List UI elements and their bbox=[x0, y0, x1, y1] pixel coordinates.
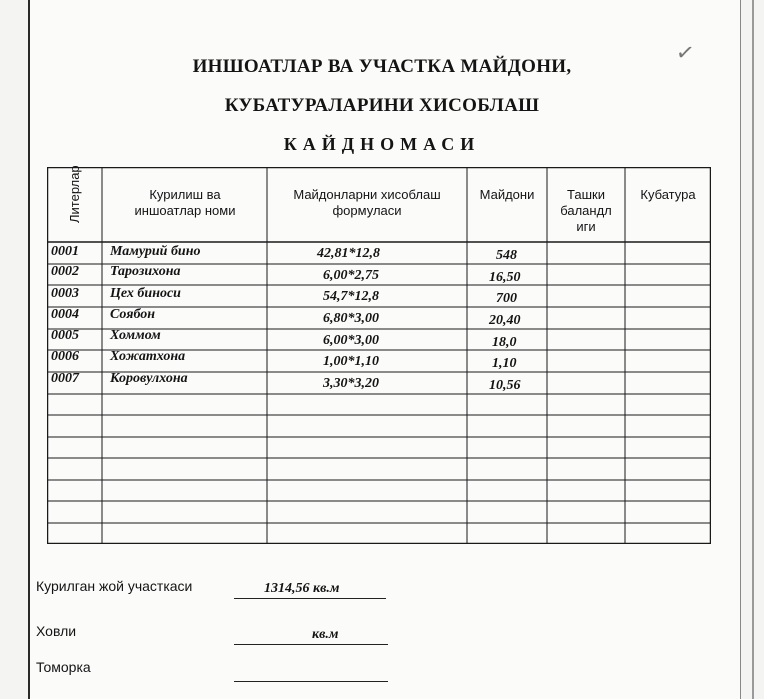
row-formula: 6,00*3,00 bbox=[323, 333, 379, 348]
row-formula: 3,30*3,20 bbox=[323, 376, 379, 391]
built-area-value: 1314,56 кв.м bbox=[264, 581, 340, 596]
row-literal: 0004 bbox=[51, 307, 79, 322]
row-name: Хоммом bbox=[110, 328, 161, 343]
row-formula: 6,80*3,00 bbox=[323, 311, 379, 326]
row-name: Тарозихона bbox=[110, 264, 181, 279]
built-area-label: Курилган жой участкаси bbox=[36, 578, 193, 594]
yard-value: кв.м bbox=[312, 627, 339, 642]
row-name: Цех биноси bbox=[110, 286, 181, 301]
row-formula: 54,7*12,8 bbox=[323, 289, 379, 304]
header-literal: Литерлар bbox=[67, 165, 82, 223]
header-height: Ташки баландл иги bbox=[560, 187, 612, 234]
header-formula: Майдонларни хисоблаш формуласи bbox=[293, 187, 441, 218]
row-formula: 42,81*12,8 bbox=[317, 246, 380, 261]
row-formula: 6,00*2,75 bbox=[323, 268, 379, 283]
header-name: Курилиш ва иншоатлар номи bbox=[134, 187, 236, 218]
yard-label: Ховли bbox=[36, 623, 77, 639]
calculation-table bbox=[47, 167, 711, 544]
row-literal: 0001 bbox=[51, 244, 79, 259]
row-literal: 0007 bbox=[51, 371, 79, 386]
garden-underline bbox=[234, 681, 388, 682]
garden-label: Томорка bbox=[36, 659, 91, 675]
row-area: 20,40 bbox=[489, 313, 521, 328]
row-area: 16,50 bbox=[489, 270, 521, 285]
row-literal: 0005 bbox=[51, 328, 79, 343]
row-name: Соябон bbox=[110, 307, 156, 322]
row-area: 10,56 bbox=[489, 378, 521, 393]
row-formula: 1,00*1,10 bbox=[323, 354, 379, 369]
row-literal: 0003 bbox=[51, 286, 79, 301]
row-area: 700 bbox=[496, 291, 517, 306]
built-area-underline bbox=[234, 598, 386, 599]
title-line-1: ИНШОАТЛАР ВА УЧАСТКА МАЙДОНИ, bbox=[192, 56, 572, 77]
row-area: 1,10 bbox=[492, 356, 517, 371]
row-literal: 0006 bbox=[51, 349, 79, 364]
row-name: Мамурий бино bbox=[110, 244, 201, 259]
row-name: Коровулхона bbox=[110, 371, 188, 386]
row-area: 18,0 bbox=[492, 335, 517, 350]
row-literal: 0002 bbox=[51, 264, 79, 279]
check-mark-icon: ✓ bbox=[674, 38, 697, 67]
row-name: Хожатхона bbox=[110, 349, 186, 364]
yard-underline bbox=[234, 644, 388, 645]
header-area: Майдони bbox=[479, 187, 535, 202]
header-volume: Кубатура bbox=[640, 187, 696, 202]
row-area: 548 bbox=[496, 248, 517, 263]
title-line-3: КАЙДНОМАСИ bbox=[283, 134, 481, 154]
title-line-2: КУБАТУРАЛАРИНИ ХИСОБЛАШ bbox=[224, 95, 540, 116]
